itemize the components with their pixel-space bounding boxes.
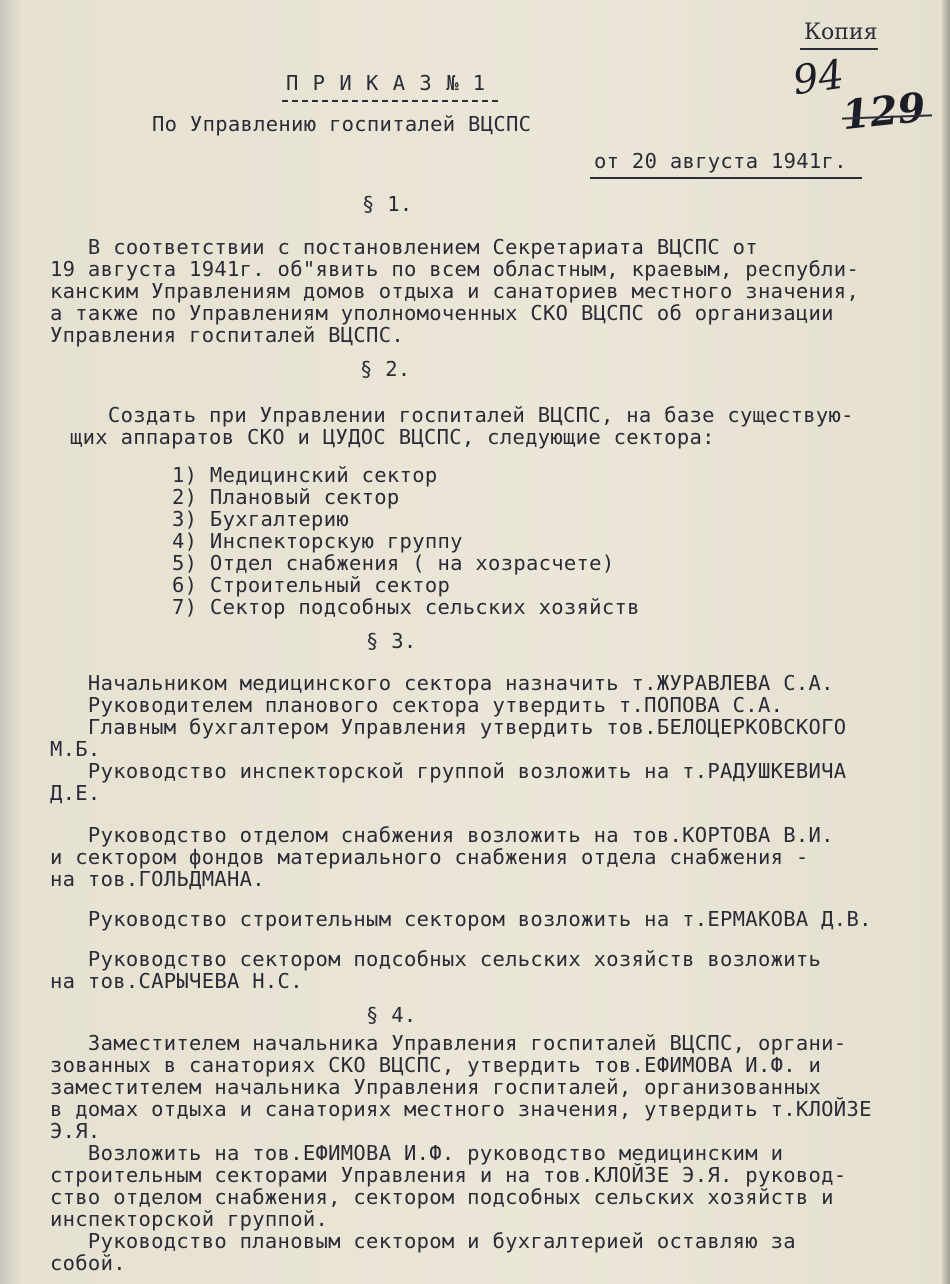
section-4-line: Руководство плановым сектором и бухгалтерией оставляю за: [50, 1229, 796, 1253]
section-1-heading: § 1.: [362, 192, 413, 216]
section-3-line: и сектором фондов материального снабжения отдела снабжения -: [50, 845, 809, 869]
section-3-line: Д.Е.: [50, 781, 101, 805]
section-3-line: Начальником медицинского сектора назначить т.ЖУРАВЛЕВА С.А.: [50, 671, 834, 695]
section-4-line: Возложить на тов.ЕФИМОВА И.Ф. руководство медицинским и: [50, 1141, 784, 1165]
date-underline: [590, 177, 862, 179]
section-3-line: Руководство инспекторской группой возложить на т.РАДУШКЕВИЧА: [50, 759, 847, 783]
section-1-line: а также по Управлениям уполномоченных СКО ВЦСПС об организации: [50, 301, 834, 325]
sector-list-item: 2) Плановый сектор: [172, 485, 400, 509]
section-3-line: М.Б.: [50, 737, 101, 761]
section-2-heading: § 2.: [360, 357, 411, 381]
handwritten-number-94: 94: [790, 51, 847, 105]
section-3-line: Руководство отделом снабжения возложить на тов.КОРТОВА В.И.: [50, 823, 834, 847]
sector-list-item: 4) Инспекторскую группу: [172, 529, 463, 553]
section-4-line: в домах отдыха и санаториях местного значения, утвердить т.КЛОЙЗЕ: [50, 1097, 872, 1121]
section-1-line: 19 августа 1941г. об"явить по всем областным, краевым, республи-: [50, 257, 860, 281]
order-subtitle: По Управлению госпиталей ВЦСПС: [152, 112, 532, 136]
section-1-line: канским Управлениям домов отдыха и санаториев местного значения,: [50, 279, 860, 303]
page-edge: [942, 0, 950, 1284]
section-3-line: Руководителем планового сектора утвердить т.ПОПОВА С.А.: [50, 693, 784, 717]
sector-list-item: 1) Медицинский сектор: [172, 463, 438, 487]
copy-label: Копия: [804, 20, 878, 45]
section-4-line: Э.Я.: [50, 1119, 101, 1143]
section-4-heading: § 4.: [366, 1003, 417, 1027]
order-date: от 20 августа 1941г.: [594, 149, 847, 173]
section-4-line: строительным секторами Управления и на тов.КЛОЙЗЕ Э.Я. руковод-: [50, 1163, 847, 1187]
sector-list-item: 3) Бухгалтерию: [172, 507, 349, 531]
section-1-line: В соответствии с постановлением Секретариата ВЦСПС от: [50, 235, 758, 259]
section-3-line: Руководство строительным сектором возложить на т.ЕРМАКОВА Д.В.: [50, 907, 872, 931]
section-4-line: инспекторской группой.: [50, 1207, 329, 1231]
section-3-line: на тов.ГОЛЬДМАНА.: [50, 867, 265, 891]
title-underline: [282, 100, 498, 102]
section-4-line: ство отделом снабжения, сектором подсобных сельских хозяйств и: [50, 1185, 834, 1209]
section-3-line: Руководство сектором подсобных сельских хозяйств возложить: [50, 947, 822, 971]
copy-underline: [800, 48, 878, 50]
order-title: П Р И К А З № 1: [286, 71, 487, 95]
section-2-line: щих аппаратов СКО и ЦУДОС ВЦСПС, следующие сектора:: [70, 425, 715, 449]
section-4-line: заместителем начальника Управления госпиталей, организованных: [50, 1075, 822, 1099]
sector-list-item: 7) Сектор подсобных сельских хозяйств: [172, 595, 640, 619]
section-1-line: Управления госпиталей ВЦСПС.: [50, 323, 404, 347]
section-3-line: на тов.САРЫЧЕВА Н.С.: [50, 969, 303, 993]
section-4-line: собой.: [50, 1251, 126, 1275]
section-3-line: Главным бухгалтером Управления утвердить тов.БЕЛОЦЕРКОВСКОГО: [50, 715, 847, 739]
section-2-line: Создать при Управлении госпиталей ВЦСПС, на базе существую-: [70, 403, 854, 427]
section-4-line: зованных в санаториях СКО ВЦСПС, утвердить тов.ЕФИМОВА И.Ф. и: [50, 1053, 822, 1077]
handwritten-number-129: 129: [839, 83, 928, 140]
section-4-line: Заместителем начальника Управления госпиталей ВЦСПС, органи-: [50, 1031, 847, 1055]
sector-list-item: 6) Строительный сектор: [172, 573, 451, 597]
section-3-heading: § 3.: [366, 629, 417, 653]
sector-list-item: 5) Отдел снабжения ( на хозрасчете): [172, 551, 615, 575]
